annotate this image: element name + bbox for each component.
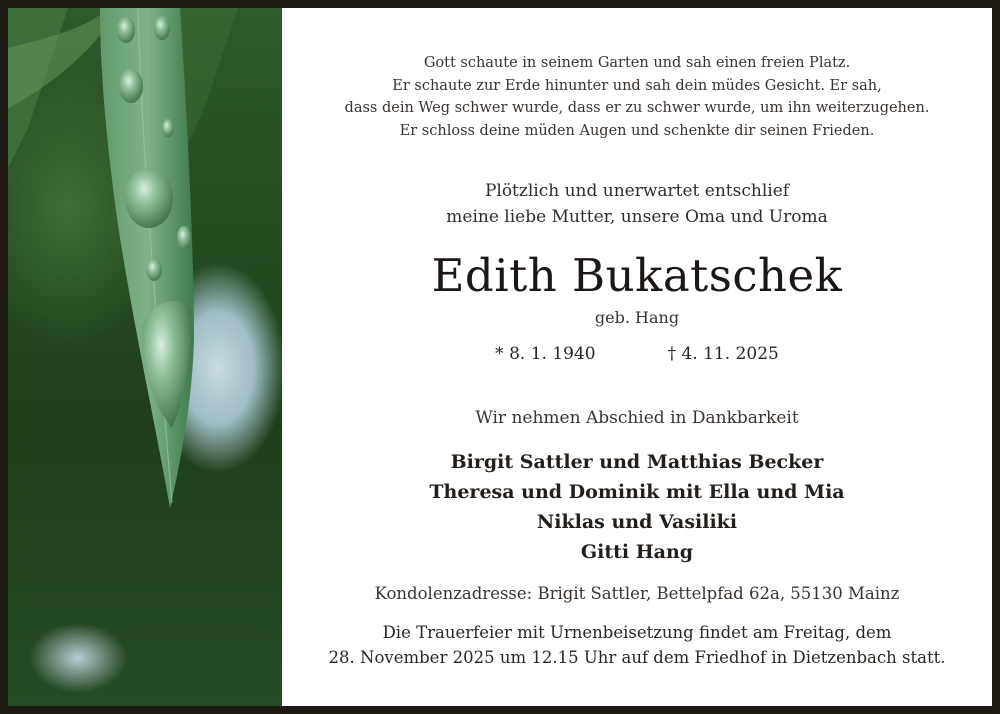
intro-line: meine liebe Mutter, unsere Oma und Uroma — [446, 207, 828, 227]
mourner-line: Niklas und Vasiliki — [536, 511, 738, 533]
verse-line: Er schloss deine müden Augen und schenkte dir seinen Frieden. — [399, 122, 875, 139]
deceased-name: Edith Bukatschek — [431, 249, 843, 302]
mourners-list — [282, 447, 992, 567]
mourner-line: Birgit Sattler und Matthias Becker — [450, 451, 824, 473]
condolence-address: Kondolenzadresse: Brigit Sattler, Bettelpfad 62a, 55130 Mainz — [374, 584, 900, 603]
death-date: † 4. 11. 2025 — [667, 344, 779, 364]
verse-line: Er schaute zur Erde hinunter und sah dein müdes Gesicht. Er sah, — [392, 77, 882, 94]
mourner-line: Theresa und Dominik mit Ella und Mia — [429, 481, 845, 503]
service-line: Die Trauerfeier mit Urnenbeisetzung findet am Freitag, dem — [382, 623, 892, 642]
memorial-verse — [282, 52, 992, 142]
leaf-illustration — [8, 8, 282, 706]
funeral-service-info — [282, 620, 992, 670]
verse-line: dass dein Weg schwer wurde, dass er zu schwer wurde, um ihn weiterzugehen. — [344, 100, 930, 116]
birth-name: geb. Hang — [594, 308, 680, 327]
birth-date: * 8. 1. 1940 — [495, 344, 596, 364]
life-dates — [282, 344, 992, 364]
farewell-line: Wir nehmen Abschied in Dankbarkeit — [475, 408, 799, 428]
obituary-text-panel — [282, 8, 992, 706]
leaf-raindrop-photo — [8, 8, 282, 706]
service-line: 28. November 2025 um 12.15 Uhr auf dem Friedhof in Dietzenbach statt. — [328, 648, 946, 667]
intro-line: Plötzlich und unerwartet entschlief — [484, 181, 790, 201]
verse-line: Gott schaute in seinem Garten und sah einen freien Platz. — [423, 55, 851, 71]
announcement-intro — [282, 178, 992, 230]
mourner-line: Gitti Hang — [580, 541, 694, 563]
